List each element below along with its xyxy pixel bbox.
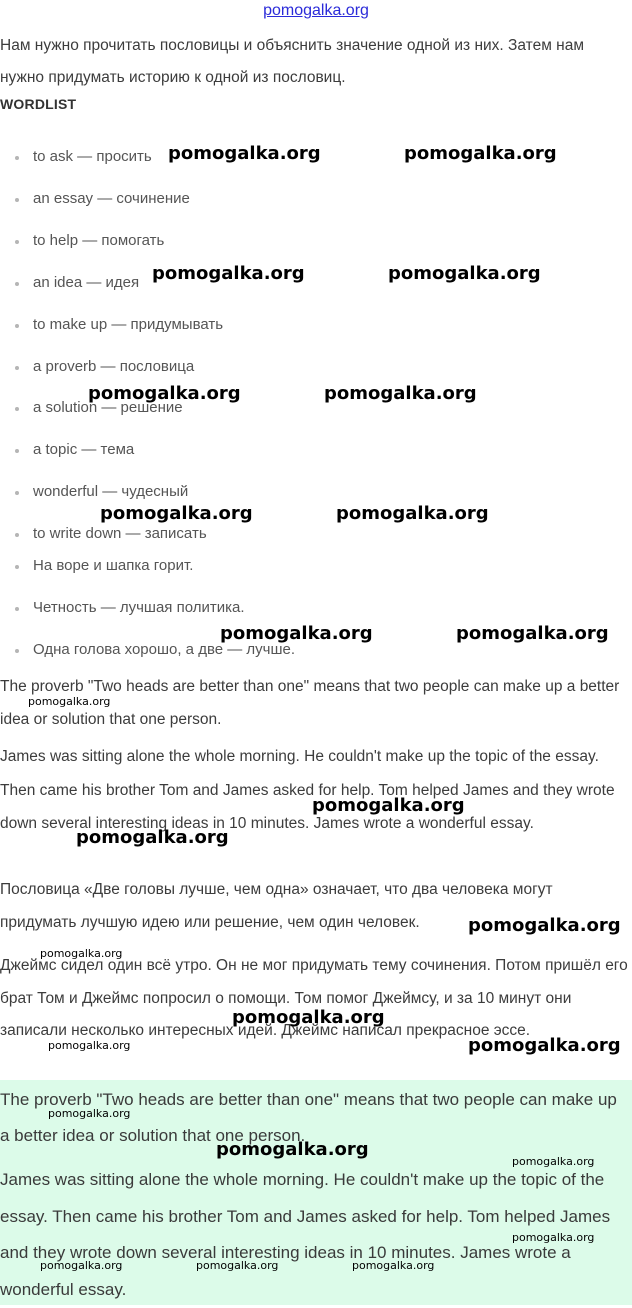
- bullet-icon: [15, 491, 19, 495]
- watermark: pomogalka.org: [456, 623, 609, 644]
- watermark: pomogalka.org: [100, 503, 253, 524]
- answer-story: James was sitting alone the whole morning. He couldn't make up the topic of the essay. Then came his brother Tom and James asked for help. Tom helped James and they wrote down several interesting ideas in 10 minutes. James wrote a wonderful essay.: [0, 1170, 611, 1299]
- watermark: pomogalka.org: [76, 827, 229, 848]
- watermark: pomogalka.org: [168, 143, 321, 164]
- list-item-text: a topic — тема: [33, 441, 135, 458]
- bullet-icon: [15, 565, 19, 569]
- bullet-icon: [15, 607, 19, 611]
- watermark: pomogalka.org: [404, 143, 557, 164]
- list-item-text: an idea — идея: [33, 274, 140, 291]
- answer-proverb-meaning: The proverb "Two heads are better than one" means that two people can make up a better idea or solution that one person.: [0, 1090, 617, 1145]
- bullet-icon: [15, 649, 19, 653]
- list-item-text: wonderful — чудесный: [33, 483, 189, 500]
- watermark: pomogalka.org: [40, 947, 123, 960]
- list-item-text: an essay — сочинение: [33, 190, 190, 207]
- list-item-text: a proverb — пословица: [33, 358, 195, 375]
- watermark: pomogalka.org: [48, 1107, 131, 1120]
- bullet-icon: [15, 240, 19, 244]
- list-item-text: На воре и шапка горит.: [33, 557, 194, 574]
- bullet-icon: [15, 282, 19, 286]
- watermark: pomogalka.org: [312, 795, 465, 816]
- story-en: James was sitting alone the whole morning. He couldn't make up the topic of the essay. Then came his brother Tom and James asked for help. Tom helped James and they wrote down several interesting ideas in 10 minutes. James wrote a wonderful essay.: [0, 748, 615, 832]
- list-item-text: to write down — записать: [33, 525, 207, 542]
- list-item-text: to help — помогать: [33, 232, 165, 249]
- watermark: pomogalka.org: [48, 1039, 131, 1052]
- watermark: pomogalka.org: [216, 1139, 369, 1160]
- proverb-meaning-en: The proverb "Two heads are better than one" means that two people can make up a better idea or solution that one person.: [0, 678, 620, 728]
- watermark: pomogalka.org: [336, 503, 489, 524]
- site-header-link[interactable]: pomogalka.org: [263, 2, 369, 19]
- bullet-icon: [15, 156, 19, 160]
- bullet-icon: [15, 407, 19, 411]
- list-item-text: to ask — просить: [33, 148, 152, 165]
- list-item-text: Четность — лучшая политика.: [33, 599, 245, 616]
- watermark: pomogalka.org: [88, 383, 241, 404]
- watermark: pomogalka.org: [232, 1007, 385, 1028]
- story-ru: Джеймс сидел один всё утро. Он не мог придумать тему сочинения. Потом пришёл его брат Том и Джеймс попросил о помощи. Том помог Джеймсу, и за 10 минут они записали несколько интересных идей. Джеймс написал прекрасное эссе.: [0, 957, 628, 1039]
- watermark: pomogalka.org: [196, 1259, 279, 1272]
- bullet-icon: [15, 449, 19, 453]
- watermark: pomogalka.org: [468, 1035, 621, 1056]
- watermark: pomogalka.org: [512, 1231, 595, 1244]
- wordlist-title: WORDLIST: [0, 96, 77, 112]
- list-item-text: a solution — решение: [33, 399, 183, 416]
- watermark: pomogalka.org: [468, 915, 621, 936]
- intro-paragraph: Нам нужно прочитать пословицы и объяснить значение одной из них. Затем нам нужно придумать историю к одной из пословиц.: [0, 37, 585, 86]
- bullet-icon: [15, 366, 19, 370]
- bullet-icon: [15, 198, 19, 202]
- list-item-text: Одна голова хорошо, а две — лучше.: [33, 641, 296, 658]
- proverb-meaning-ru: Пословица «Две головы лучше, чем одна» означает, что два человека могут придумать лучшую идею или решение, чем один человек.: [0, 881, 553, 931]
- watermark: pomogalka.org: [152, 263, 305, 284]
- bullet-icon: [15, 324, 19, 328]
- list-item-text: to make up — придумывать: [33, 316, 224, 333]
- watermark: pomogalka.org: [512, 1155, 595, 1168]
- watermark: pomogalka.org: [28, 695, 111, 708]
- watermark: pomogalka.org: [40, 1259, 123, 1272]
- bullet-icon: [15, 533, 19, 537]
- watermark: pomogalka.org: [388, 263, 541, 284]
- watermark: pomogalka.org: [324, 383, 477, 404]
- watermark: pomogalka.org: [220, 623, 373, 644]
- watermark: pomogalka.org: [352, 1259, 435, 1272]
